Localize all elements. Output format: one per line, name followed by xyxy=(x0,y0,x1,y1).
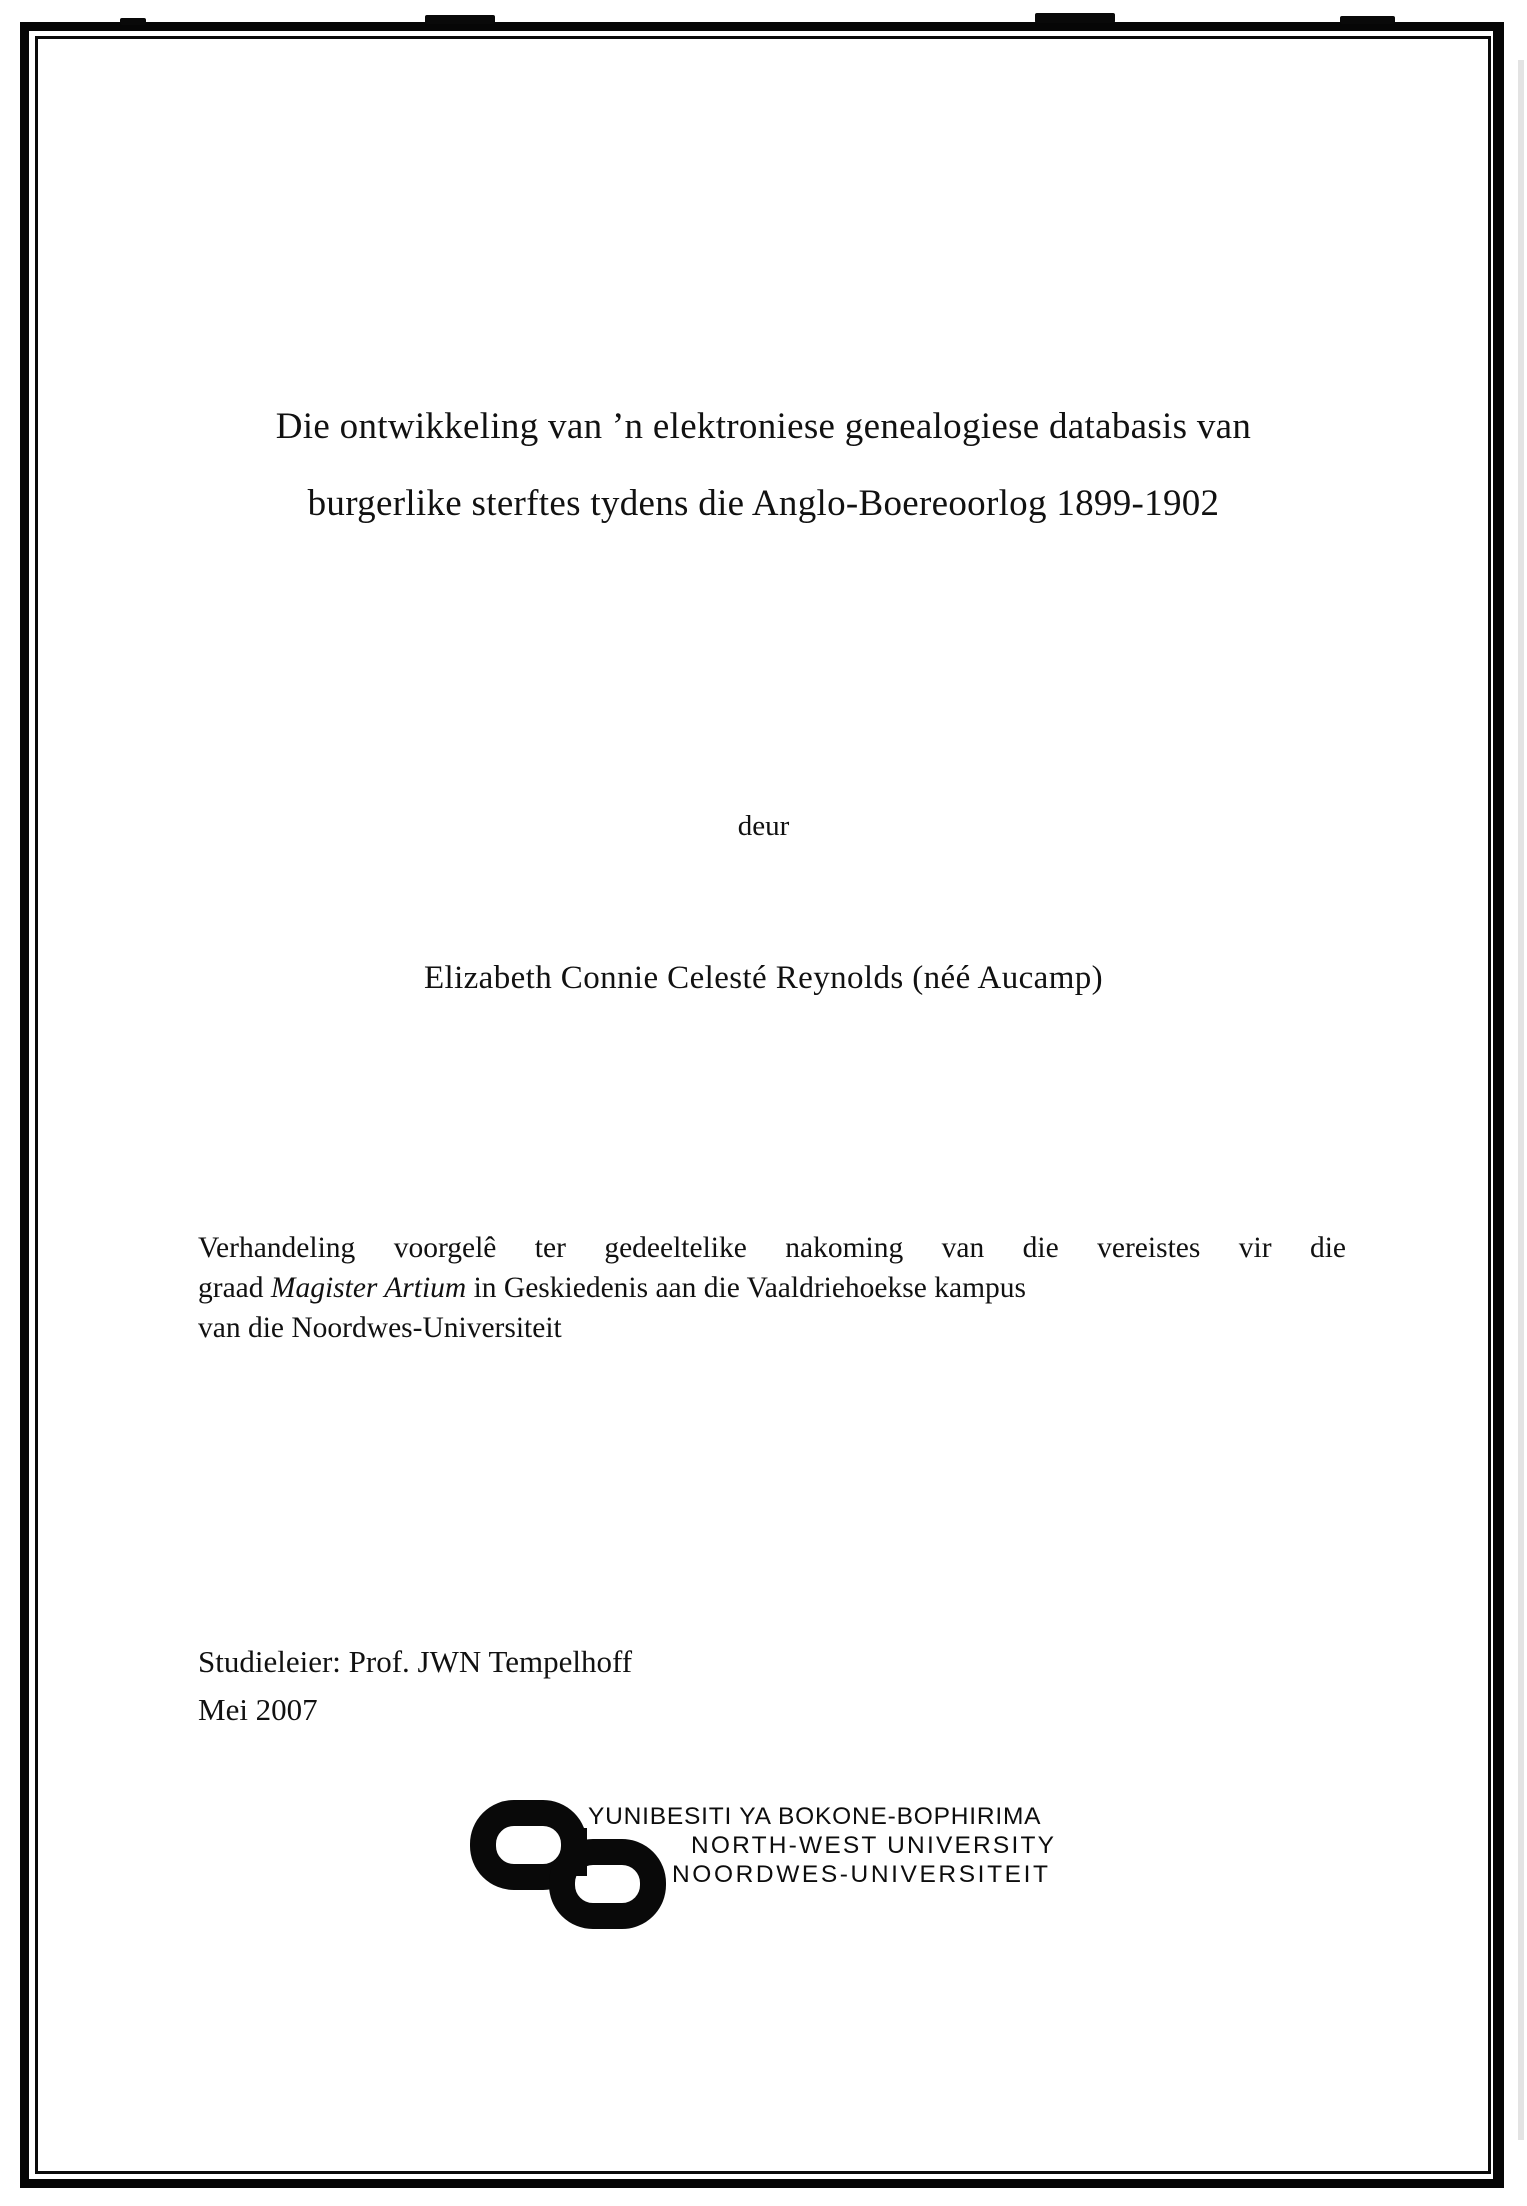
thesis-title-line-1: Die ontwikkeling van ’n elektroniese genealogiese databasis van xyxy=(275,406,1252,447)
scan-artifact xyxy=(425,15,495,24)
degree-statement-line-3: van die Noordwes-Universiteit xyxy=(198,1312,562,1344)
degree-statement xyxy=(198,1228,1346,1348)
degree-statement-line-2-suffix: in Geskiedenis aan die Vaaldriehoekse kampus xyxy=(466,1272,1026,1304)
byline-deur: deur xyxy=(737,810,790,842)
logo-text-english: NORTH-WEST UNIVERSITY xyxy=(691,1832,1057,1859)
logo-text-afrikaans: NOORDWES-UNIVERSITEIT xyxy=(672,1861,1051,1888)
thesis-title-line-2: burgerlike sterftes tydens die Anglo-Boereoorlog 1899-1902 xyxy=(307,483,1220,524)
scan-edge-smudge xyxy=(1518,60,1524,2140)
degree-statement-line-2 xyxy=(198,1268,1346,1308)
scan-artifact xyxy=(1340,16,1395,24)
degree-name-italic: Magister Artium xyxy=(270,1272,467,1304)
logo-text-setswana: YUNIBESITI YA BOKONE-BOPHIRIMA xyxy=(588,1803,1042,1830)
university-logo-wordmark xyxy=(588,1802,1108,1889)
thesis-title xyxy=(110,388,1417,542)
supervisor-block xyxy=(198,1638,632,1734)
degree-statement-line-1: Verhandeling voorgelê ter gedeeltelike nakoming van die vereistes vir die xyxy=(198,1232,1346,1264)
author-name: Elizabeth Connie Celesté Reynolds (néé Aucamp) xyxy=(423,960,1104,996)
scan-artifact xyxy=(120,18,146,25)
scan-artifact xyxy=(1035,13,1115,23)
supervisor-line: Studieleier: Prof. JWN Tempelhoff xyxy=(198,1644,633,1679)
degree-statement-line-2-prefix: graad xyxy=(198,1272,271,1304)
date-line: Mei 2007 xyxy=(198,1692,318,1727)
